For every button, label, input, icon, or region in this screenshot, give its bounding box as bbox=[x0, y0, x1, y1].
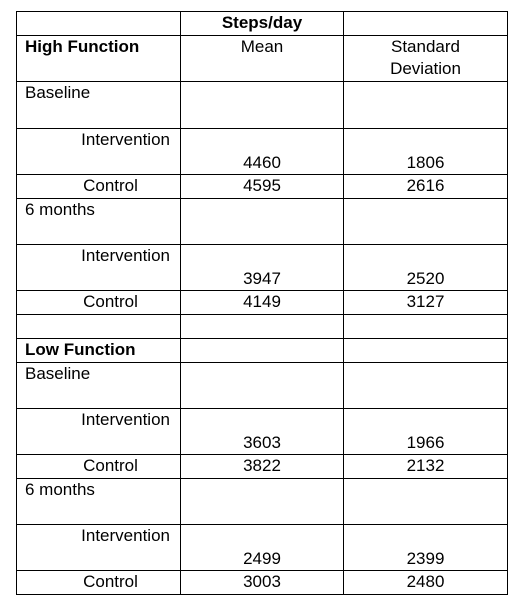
mean-value: 4460 bbox=[181, 129, 344, 175]
empty-cell bbox=[181, 82, 344, 129]
timepoint-label: Baseline bbox=[17, 363, 181, 409]
sd-value: 2480 bbox=[344, 571, 508, 595]
steps-per-day-header: Steps/day bbox=[181, 12, 344, 36]
table-row bbox=[17, 199, 508, 245]
empty-cell bbox=[17, 12, 181, 36]
group-label: Intervention bbox=[17, 129, 181, 175]
empty-cell bbox=[344, 363, 508, 409]
mean-value: 3947 bbox=[181, 245, 344, 291]
empty-cell bbox=[344, 315, 508, 339]
empty-cell bbox=[181, 199, 344, 245]
low-function-heading: Low Function bbox=[17, 339, 181, 363]
table-row bbox=[17, 245, 508, 291]
empty-cell bbox=[181, 479, 344, 525]
sd-value: 2520 bbox=[344, 245, 508, 291]
group-label: Control bbox=[17, 455, 181, 479]
mean-value: 4149 bbox=[181, 291, 344, 315]
timepoint-label: 6 months bbox=[17, 479, 181, 525]
group-label: Intervention bbox=[17, 409, 181, 455]
table-row bbox=[17, 455, 508, 479]
empty-cell bbox=[344, 12, 508, 36]
empty-cell bbox=[181, 363, 344, 409]
mean-value: 4595 bbox=[181, 175, 344, 199]
table-row bbox=[17, 479, 508, 525]
sd-value: 1806 bbox=[344, 129, 508, 175]
table-row bbox=[17, 571, 508, 595]
table-row bbox=[17, 525, 508, 571]
empty-cell bbox=[344, 82, 508, 129]
table-row bbox=[17, 315, 508, 339]
empty-cell bbox=[17, 315, 181, 339]
sd-value: 2616 bbox=[344, 175, 508, 199]
empty-cell bbox=[344, 339, 508, 363]
table-row bbox=[17, 339, 508, 363]
group-label: Intervention bbox=[17, 245, 181, 291]
high-function-heading: High Function bbox=[17, 36, 181, 82]
table-row bbox=[17, 175, 508, 199]
mean-value: 3822 bbox=[181, 455, 344, 479]
group-label: Control bbox=[17, 175, 181, 199]
sd-value: 1966 bbox=[344, 409, 508, 455]
group-label: Control bbox=[17, 571, 181, 595]
table-row bbox=[17, 82, 508, 129]
table-row bbox=[17, 12, 508, 36]
sd-header: Standard Deviation bbox=[344, 36, 508, 82]
steps-per-day-table bbox=[16, 11, 508, 595]
mean-header: Mean bbox=[181, 36, 344, 82]
empty-cell bbox=[344, 199, 508, 245]
table-row bbox=[17, 36, 508, 82]
sd-value: 3127 bbox=[344, 291, 508, 315]
mean-value: 2499 bbox=[181, 525, 344, 571]
table-row bbox=[17, 363, 508, 409]
sd-value: 2132 bbox=[344, 455, 508, 479]
timepoint-label: Baseline bbox=[17, 82, 181, 129]
table-row bbox=[17, 129, 508, 175]
mean-value: 3003 bbox=[181, 571, 344, 595]
mean-value: 3603 bbox=[181, 409, 344, 455]
empty-cell bbox=[181, 339, 344, 363]
group-label: Intervention bbox=[17, 525, 181, 571]
timepoint-label: 6 months bbox=[17, 199, 181, 245]
empty-cell bbox=[181, 315, 344, 339]
table-row bbox=[17, 291, 508, 315]
group-label: Control bbox=[17, 291, 181, 315]
table-row bbox=[17, 409, 508, 455]
sd-value: 2399 bbox=[344, 525, 508, 571]
empty-cell bbox=[344, 479, 508, 525]
